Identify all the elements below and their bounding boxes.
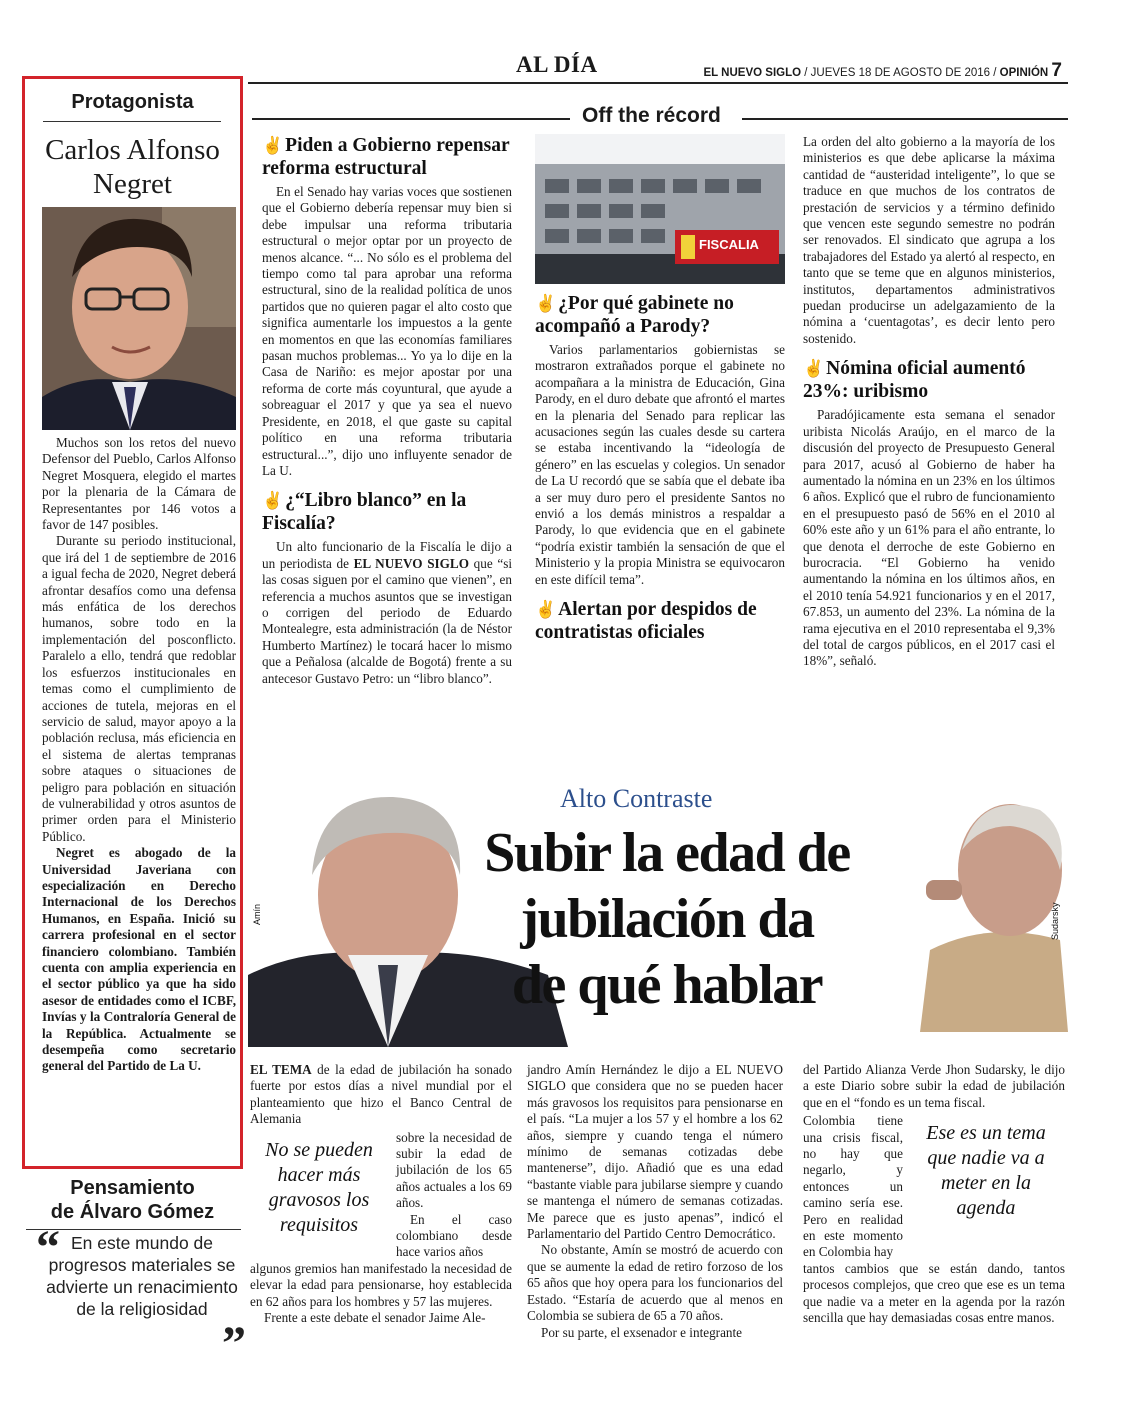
contraste-col3-top: del Partido Alianza Verde Jhon Sudarsky, le dijo a este Diario sobre subir la edad de jubilación que en el “fondo es un tema fiscal. xyxy=(803,1062,1065,1110)
page-number: 7 xyxy=(1051,60,1062,81)
item-2-title: ✌ ¿“Libro blanco” en la Fiscalía? xyxy=(262,490,467,535)
off-record-col-1 xyxy=(262,134,512,687)
sudarsky-illustration xyxy=(900,790,1068,1032)
name-line-1: Carlos Alfonso xyxy=(45,134,220,166)
victory-hand-icon: ✌ xyxy=(803,359,825,379)
off-record-col-3 xyxy=(803,134,1055,670)
contraste-col2-c: Por su parte, el exsenador e integrante xyxy=(541,1324,743,1340)
item-1-body: En el Senado hay varias voces que sostienen que el Gobierno debería repensar muy bien si debe impulsar una reforma tributaria estructural o mejor optar por un proyecto de menos alcance. “... No sólo es el problema del tiempo como tal para aprobar una reforma estructural, sino de la realidad política de unos partidos que no quieren pagar el alto costo que significa aumentarle los impuestos a la gente en momentos en que las economías familiares pasan muchos problemas... Yo ya lo dije en la Casa de Nariño: es mejor apostar por una reforma de corte más coyuntural, que ayude a sobreaguar el 2017 y que ya sea el nuevo Presidente, en 2018, el que gaste su capital político en una reforma tributaria estructural...”, dijo uno influyente senador de La U. xyxy=(262,184,512,478)
contraste-col2-a: jandro Amín Hernández le dijo a EL NUEVO SIGLO que considera que no se pueden hacer más gravosos los requisitos para pensionarse en el país. “La mujer a los 57 y el hombre a los 62 años, siempre y cuando tenga el número mínimo de semanas cotizadas debe mantenerse”, dijo. Añadió que es una edad “bastante viable para jubilarse siempre y cuando se mantenga el número de semanas cotizadas. Me parece que es justo apenas”, indicó el Parlamentario del Partido Centro Democrático. xyxy=(527,1062,783,1242)
victory-hand-icon: ✌ xyxy=(262,491,284,511)
quote-open-icon: “ xyxy=(36,1221,60,1274)
contraste-col-2 xyxy=(527,1062,783,1341)
building-illustration xyxy=(535,134,785,284)
protagonista-paragraph-3: Negret es abogado de la Universidad Javeriana con especialización en Derecho Internacional de los Derechos Humanos, en España. Inició su carrera profesional en el sector financiero colombiano. También cuenta con amplia experiencia en el sector público ya que ha sido asesor de entidades como el ICBF, Invías y la Contraloría General de la República. Actualmente se desempeña como secretario general del Partido de La U. xyxy=(42,845,236,1074)
item-4-body: La orden del alto gobierno a la mayoría de los ministerios es que debe aplicarse la máxima cantidad de “austeridad inteligente”, lo que se traduce en que muchos de los contratos de prestación de servicios y a término definido que vencen este segundo semestre no podrán ser renovados. El sindicato que agrupa a los trabajadores del Estado ya alertó al respecto, en tanto que se teme que en algunos ministerios, institutos, departamentos administrativos puedan producirse un adelgazamiento de la nómina a ‘cuentagotas’, es decir lento pero sostenido. xyxy=(803,134,1055,346)
date: JUEVES 18 DE AGOSTO DE 2016 xyxy=(810,67,991,79)
headline-line-3: de qué hablar xyxy=(511,954,823,1016)
header-rule xyxy=(248,82,1068,84)
protagonista-text xyxy=(42,435,236,1075)
contraste-side: sobre la necesidad de subir la edad de jubilación de los 65 años actuales a los 69 años. xyxy=(396,1129,512,1211)
contraste-col3-rest: tantos cambios que se están dando, tantos procesos complejos, que creo que ese es un tema que nadie va a meter en la agenda por la razón sencilla que hay demasiadas cosas entre manos. xyxy=(803,1260,1065,1326)
headline-line-1: Subir la edad de xyxy=(484,822,850,884)
headline-line-2: jubilación da xyxy=(520,888,814,950)
contraste-col-3 xyxy=(803,1062,1065,1327)
item-3-body: Varios parlamentarios gobiernistas se mostraron extrañados porque el gabinete no acompañara a la ministra de Educación, Gina Parody, en el duro debate que afrontó el martes en la plenaria del Senado para replicar las acusaciones según las cuales desde su cartera se estaba incentivando la “ideología de género” en las escuelas y colegios. Un senador de La U recordó que se sabía que el debate iba a ser muy duro pero el presidente Santos no envió a los demás ministros a respaldar a Parody, lo que evidencia que en el gabinete “podría existir también la sensación de que el Ministerio y la propia Ministra se equivocaron en este difícil tema”. xyxy=(535,342,785,587)
pensamiento-title-2: de Álvaro Gómez xyxy=(50,1201,215,1223)
pull-quote-right: Ese es un tema que nadie va a meter en la agenda xyxy=(926,1122,1046,1220)
contraste-col2-b: No obstante, Amín se mostró de acuerdo con que se aumente la edad de retiro forzoso de los 65 años que hoy opera para los funcionarios del Estado. “Estaría de acuerdo que al menos en Colombia se subiera de 65 a 70 años. xyxy=(527,1242,783,1324)
category: OPINIÓN xyxy=(999,67,1049,79)
masthead: EL NUEVO SIGLO xyxy=(703,67,802,79)
quote-close-icon: ” xyxy=(222,1317,246,1370)
protagonista-box xyxy=(22,76,243,1169)
victory-hand-icon: ✌ xyxy=(262,136,284,155)
folio: EL NUEVO SIGLO / JUEVES 18 DE AGOSTO DE 2016 / OPINIÓN 7 xyxy=(703,60,1062,81)
amin-caption: Amín xyxy=(252,903,262,925)
pensamiento-title-1: Pensamiento xyxy=(70,1177,195,1199)
contraste-col1-end: Frente a este debate el senador Jaime Ale- xyxy=(264,1310,486,1326)
protagonista-label: Protagonista xyxy=(71,91,194,113)
pull-quote-left: No se pueden hacer más gravosos los requisitos xyxy=(265,1138,373,1236)
item-5-title: ✌ Nómina oficial aumentó 23%: uribismo xyxy=(803,358,1026,403)
contraste-col-1 xyxy=(250,1062,512,1327)
fiscalia-photo xyxy=(535,134,785,284)
page-header xyxy=(248,50,1068,80)
contraste-side-2: En el caso colombiano desde hace varios años xyxy=(396,1211,512,1260)
item-3-title: ✌ ¿Por qué gabinete no acompañó a Parody? xyxy=(535,293,734,337)
protagonista-name xyxy=(25,133,240,201)
off-record-rule-right xyxy=(742,118,1068,120)
item-5-body: Paradójicamente esta semana el senador uribista Nicolás Araújo, en el marco de la discusión del proyecto de Presupuesto General para 2017, acusó al Gobierno de haber ha aumentado la nómina en un 23% en los últimos 6 años. Explicó que el rubro de funcionamiento en el presupuesto pasó de 56% en el 2010 al 60% este año y un 61% para el año entrante, lo que denota el derroche de este Gobierno en burocracia. “El Gobierno ha venido aumentando la nómina en los últimos años, en el 2010 tenía 54.921 funcionarios y en el 2017, 67.853, un aumento del 23%. La nómina de la rama ejecutiva en el 2010 representaba el 9,3% del total de cargos públicos, en el 2017 casi el 18%”, señaló. xyxy=(803,407,1055,669)
protagonista-paragraph-2: Durante su periodo institucional, que irá del 1 de septiembre de 2016 a igual fecha de 2020, Negret deberá afrontar desafíos como una defensa más enfática de los derechos humanos, sobre todo en la implementación del posconflicto. Paralelo a ello, tendrá que redoblar los esfuerzos institucionales en temas como el cumplimiento de acciones de tutela, mejoras en el servicio de salud, mayor apoyo a la población reclusa, más eficiencia en el sistema de alertas tempranas sobre ataques o situaciones de peligro para población en situación de vulnerabilidad y otros asuntos de primer orden para el Ministerio Público. xyxy=(42,533,236,844)
pensamiento-box xyxy=(22,1172,246,1372)
off-record-title: Off the récord xyxy=(582,104,721,127)
item-1-title: ✌ Piden a Gobierno repensar reforma estructural xyxy=(262,135,510,179)
section-label: AL DÍA xyxy=(516,52,598,77)
contraste-headline xyxy=(462,820,872,1018)
contraste-photo-right xyxy=(900,790,1068,1032)
contraste-lead: EL TEMA de la edad de jubilación ha sonado fuerte por estos días a nivel mundial por el planteamiento que hizo el Banco Central de Alemania xyxy=(250,1062,512,1127)
contraste-col3-side: Colombia tiene una crisis fiscal, no hay que negarlo, y entonces un camino sería ese. Pero en realidad en este momento en Colombia hay xyxy=(803,1113,903,1260)
pensamiento-title xyxy=(22,1176,243,1224)
contraste-kicker: Alto Contraste xyxy=(560,784,713,813)
negret-photo xyxy=(42,207,236,430)
item-4-title: ✌ Alertan por despidos de contratistas oficiales xyxy=(535,599,757,644)
protagonista-paragraph-1: Muchos son los retos del nuevo Defensor del Pueblo, Carlos Alfonso Negret Mosquera, elegido el martes por la plenaria de la Cámara de Representantes por 146 votos a favor de 147 posibles. xyxy=(42,435,236,533)
name-line-2: Negret xyxy=(93,168,172,200)
contraste-col1-rest: algunos gremios han manifestado la necesidad de elevar la edad para pensionarse, hoy establecida en 62 años para los hombres y 57 las mujeres. xyxy=(250,1260,512,1309)
victory-hand-icon: ✌ xyxy=(535,600,557,620)
pensamiento-quote: En este mundo de progresos materiales se advierte un renacimiento de la religiosidad xyxy=(46,1233,238,1319)
fiscalia-sign: FISCALIA xyxy=(699,237,759,252)
off-record-col-2 xyxy=(535,292,785,644)
protagonista-rule xyxy=(43,121,221,122)
item-2-body: Un alto funcionario de la Fiscalía le dijo a un periodista de EL NUEVO SIGLO que “si las cosas siguen por el camino que vienen”, en referencia a muchos asuntos que se investigan o corrigen del periodo de Eduardo Montealegre, esta administración (la de Néstor Humberto Martínez) le tocará hacer lo mismo que a Peñalosa (alcalde de Bogotá) frente a su antecesor Gustavo Petro: un “libro blanco”. xyxy=(262,539,512,686)
portrait-illustration xyxy=(42,207,236,430)
off-record-rule-left xyxy=(252,118,570,120)
sudarsky-caption: Sudarsky xyxy=(1050,902,1060,940)
victory-hand-icon: ✌ xyxy=(535,294,557,313)
